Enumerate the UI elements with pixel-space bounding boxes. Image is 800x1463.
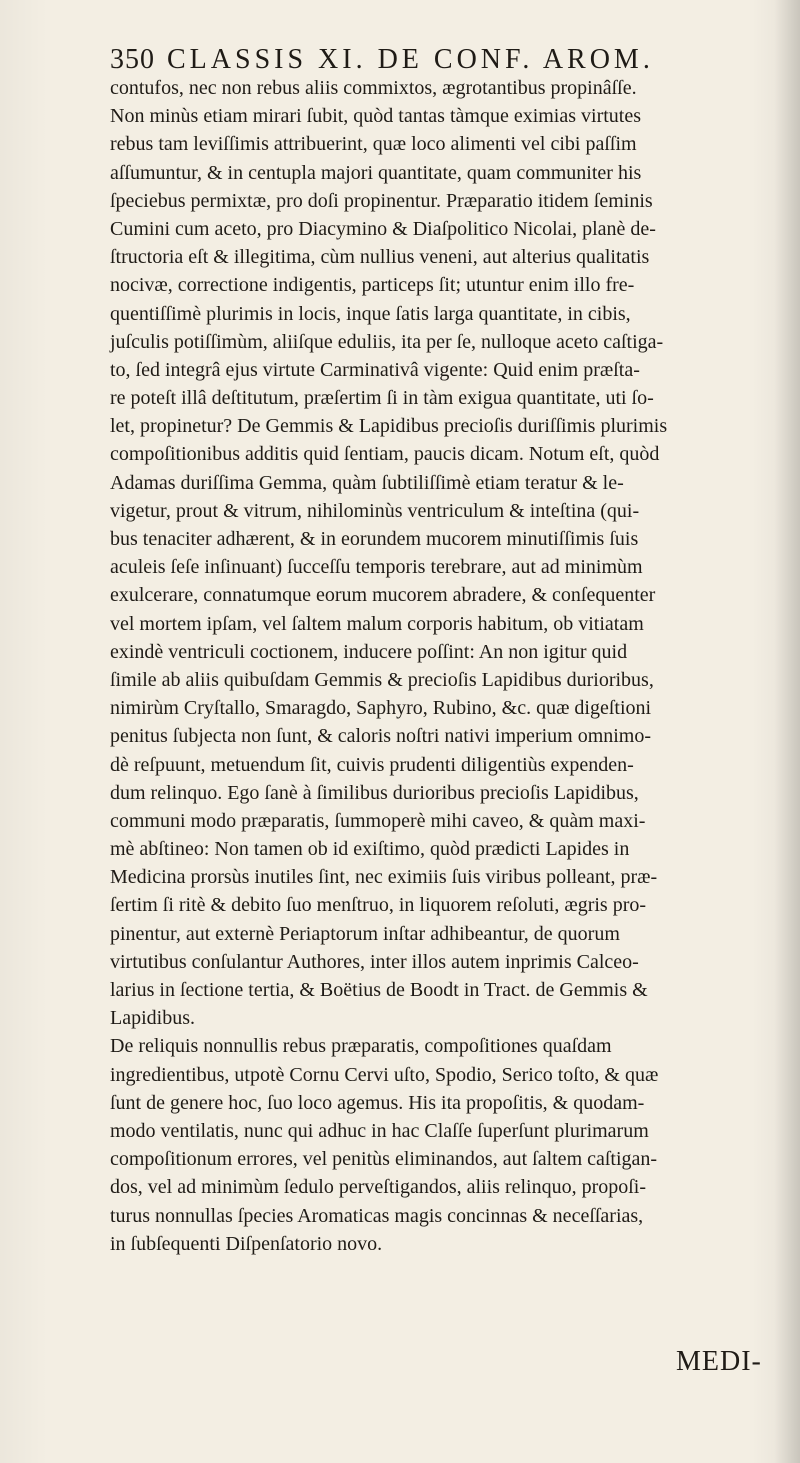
text-line: mè abſtineo: Non tamen ob id exiſtimo, quòd prædicti Lapides in [110, 838, 630, 861]
text-line: exulcerare, connatumque eorum mucorem abradere, & conſequenter [110, 584, 656, 607]
text-line: ingredientibus, utpotè Cornu Cervi uſto, Spodio, Serico toſto, & quæ [110, 1063, 659, 1086]
text-line: aculeis ſeſe inſinuant) ſucceſſu temporis terebrare, aut ad minimùm [110, 556, 643, 579]
text-line: Cumini cum aceto, pro Diacymino & Diaſpolitico Nicolai, planè de- [110, 217, 656, 240]
text-line: virtutibus conſulantur Authores, inter illos autem inprimis Calceo- [110, 950, 639, 973]
text-line: ſpeciebus permixtæ, pro doſi propinentur. Præparatio itidem ſeminis [110, 189, 653, 212]
page-number: 350 [110, 44, 155, 75]
text-line: contufos, nec non rebus aliis commixtos, ægrotantibus propinâſſe. [110, 77, 637, 99]
text-line: rebus tam leviſſimis attribuerint, quæ loco alimenti vel cibi paſſim [110, 133, 637, 156]
text-line: penitus ſubjecta non ſunt, & caloris noſtri nativi imperium omnimo- [110, 725, 652, 748]
text-line: larius in ſectione tertia, & Boëtius de Boodt in Tract. de Gemmis & [110, 979, 648, 1001]
page-edge-shadow [774, 0, 800, 1463]
text-line: vel mortem ipſam, vel ſaltem malum corporis habitum, ob vitiatam [110, 612, 644, 635]
text-line: ſtructoria eſt & illegitima, cùm nullius veneni, aut alterius qualitatis [110, 246, 650, 269]
text-line: nocivæ, correctione indigentis, particeps ſit; utuntur enim illo fre- [110, 274, 635, 297]
text-line: to, ſed integrâ ejus virtute Carminativâ vigente: Quid enim præſta- [110, 358, 640, 381]
text-line: compoſitionum errores, vel penitùs eliminandos, aut ſaltem caſtigan- [110, 1148, 658, 1171]
text-line: Medicina prorsùs inutiles ſint, nec eximiis ſuis viribus polleant, præ- [110, 866, 658, 889]
text-line: ſertim ſi ritè & debito ſuo menſtruo, in liquorem reſoluti, ægris pro- [110, 894, 647, 917]
text-line: ſunt de genere hoc, ſuo loco agemus. His ita propoſitis, & quodam- [110, 1091, 645, 1114]
text-line: turus nonnullas ſpecies Aromaticas magis concinnas & neceſſarias, [110, 1204, 644, 1227]
text-line: compoſitionibus additis quid ſentiam, paucis dicam. Notum eſt, quòd [110, 443, 660, 466]
text-line: exindè ventriculi coctionem, inducere poſſint: An non igitur quid [110, 640, 628, 663]
text-line: Lapidibus. [110, 1007, 195, 1030]
text-line: dum relinquo. Ego ſanè à ſimilibus durioribus precioſis Lapidibus, [110, 781, 639, 804]
text-line: aſſumuntur, & in centupla majori quantitate, quam communiter his [110, 161, 642, 184]
text-line: pinentur, aut externè Periaptorum inſtar adhibeantur, de quorum [110, 922, 620, 945]
body-text [110, 74, 770, 1258]
text-line: modo ventilatis, nunc qui adhuc in hac Claſſe ſuperſunt plurimarum [110, 1119, 649, 1142]
catchword: MEDI- [676, 1346, 762, 1377]
running-head: CLASSIS XI. DE CONF. AROM. [167, 44, 654, 75]
text-line: nimirùm Cryſtallo, Smaragdo, Saphyro, Rubino, &c. quæ digeſtioni [110, 697, 652, 720]
text-line: dè reſpuunt, metuendum ſit, cuivis prudenti diligentiùs expenden- [110, 753, 634, 776]
text-line: juſculis potiſſimùm, aliiſque eduliis, ita per ſe, nulloque aceto caſtiga- [110, 330, 664, 353]
text-line: ſimile ab aliis quibuſdam Gemmis & precioſis Lapidibus durioribus, [110, 668, 654, 691]
text-line: bus tenaciter adhærent, & in eorundem mucorem minutiſſimis ſuis [110, 528, 639, 550]
text-line: Non minùs etiam mirari ſubit, quòd tantas tàmque eximias virtutes [110, 105, 642, 128]
text-line: communi modo præparatis, ſummoperè mihi caveo, & quàm maxi- [110, 809, 646, 832]
text-line: re poteſt illâ deſtitutum, præſertim ſi in tàm exigua quantitate, uti ſo- [110, 387, 654, 410]
text-line: De reliquis nonnullis rebus præparatis, compoſitiones quaſdam [110, 1035, 612, 1058]
text-line: quentiſſimè plurimis in locis, inque ſatis larga quantitate, in cibis, [110, 302, 631, 325]
text-line: in ſubſequenti Diſpenſatorio novo. [110, 1232, 383, 1255]
text-line: Adamas duriſſima Gemma, quàm ſubtiliſſimè etiam teratur & le- [110, 471, 624, 494]
text-line: let, propinetur? De Gemmis & Lapidibus precioſis duriſſimis plurimis [110, 415, 668, 438]
text-line: vigetur, prout & vitrum, nihilominùs ventriculum & inteſtina (qui- [110, 499, 640, 522]
text-line: dos, vel ad minimùm ſedulo perveſtigandos, aliis relinquo, propoſi- [110, 1176, 647, 1199]
